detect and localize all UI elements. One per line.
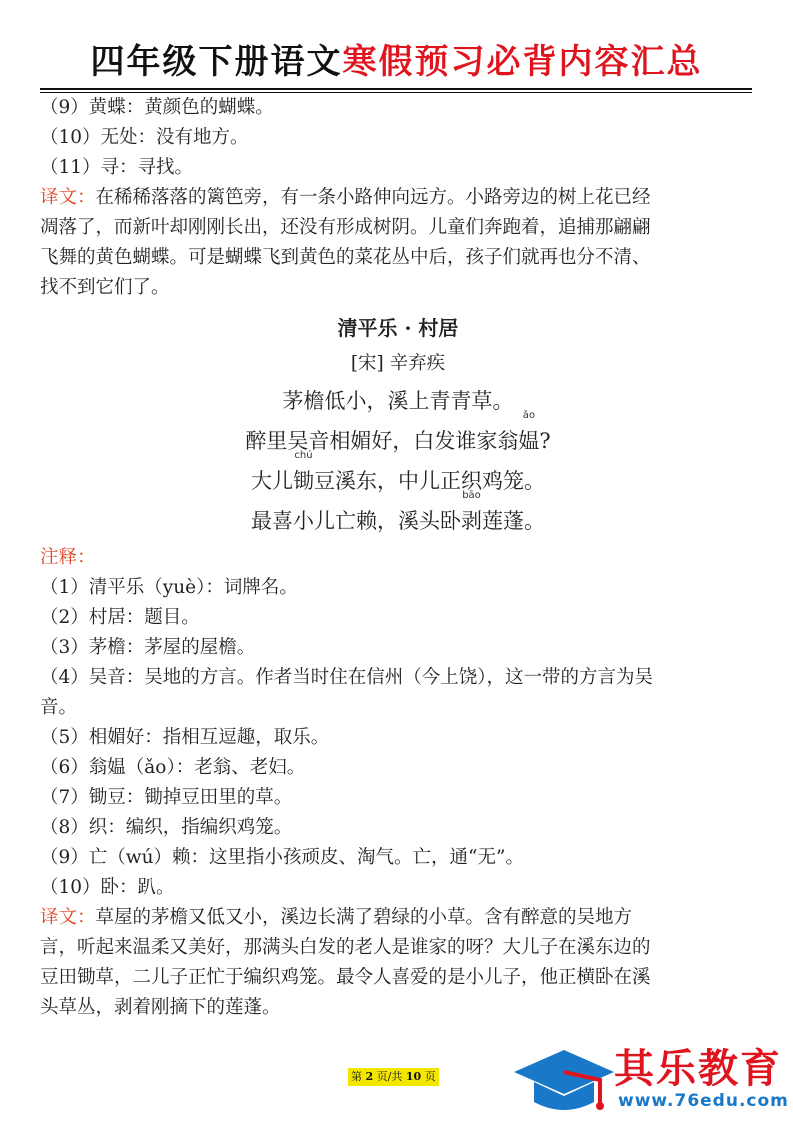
brand-url: www.76edu.com	[618, 1091, 789, 1111]
header-title-black: 四年级下册语文	[90, 42, 343, 82]
poem-line	[40, 490, 756, 541]
notes-list	[40, 573, 756, 903]
translation-text: 头草丛，剥着刚摘下的莲蓬。	[40, 997, 281, 1018]
note-item: （9）黄蝶：黄颜色的蝴蝶。	[40, 97, 274, 118]
page-prefix: 第	[351, 1070, 362, 1083]
poem-line	[40, 450, 756, 501]
translation-text: 言，听起来温柔又美好，那满头白发的老人是谁家的呀？大儿子在溪东边的	[40, 937, 651, 958]
translation-text: 草屋的茅檐又低又小，溪边长满了碧绿的小草。含有醉意的吴地方	[95, 907, 633, 928]
poem-author: [宋] 辛弃疾	[350, 353, 446, 374]
note-item: （4）吴音：吴地的方言。作者当时住在信州（今上饶），这一带的方言为吴	[40, 667, 654, 688]
pinyin-annotated-char	[293, 450, 314, 501]
note-item: （10）卧：趴。	[40, 877, 175, 898]
poem-text: 最喜小儿亡赖，溪头卧	[251, 509, 461, 533]
poem-title: 清平乐 · 村居	[337, 316, 459, 340]
translation-text: 豆田锄草，二儿子正忙于编织鸡笼。最令人喜爱的是小儿子，他正横卧在溪	[40, 967, 651, 988]
pinyin: chú	[294, 450, 313, 461]
page-header	[0, 38, 793, 86]
note-item: （2）村居：题目。	[40, 607, 200, 628]
poem-text: 莲蓬。	[482, 509, 545, 533]
note-item: （5）相媚好：指相互逗趣，取乐。	[40, 727, 330, 748]
pinyin: ǎo	[522, 410, 535, 421]
poem-text: 醉里吴音相媚好，白发谁家翁	[245, 429, 519, 453]
pinyin-annotated-char	[518, 410, 540, 461]
translation-1	[40, 183, 756, 303]
total-pages: 10	[405, 1070, 422, 1083]
header-title-red: 寒假预习必背内容汇总	[342, 42, 703, 82]
note-item: （9）亡（wú）赖：这里指小孩顽皮、淘气。亡，通“无”。	[40, 847, 524, 868]
note-item: 音。	[40, 697, 78, 718]
current-page: 2	[365, 1070, 374, 1083]
pinyin-annotated-char	[461, 490, 482, 541]
translation-label: 译文：	[40, 907, 96, 928]
translation-text: 找不到它们了。	[40, 277, 170, 298]
note-item: （3）茅檐：茅屋的屋檐。	[40, 637, 256, 658]
poem-char: 锄	[293, 469, 314, 493]
poem-line: 茅檐低小，溪上青青草。	[282, 389, 514, 413]
note-item: （10）无处：没有地方。	[40, 127, 249, 148]
graduation-cap-icon	[508, 1044, 616, 1116]
poem-char: 媪	[518, 429, 540, 453]
header-rule	[40, 88, 752, 90]
note-item: （8）织：编织，指编织鸡笼。	[40, 817, 293, 838]
page-middle: 页/共	[376, 1070, 403, 1083]
notes-label: 注释：	[40, 547, 96, 568]
page-suffix: 页	[424, 1070, 436, 1083]
poem-line	[40, 410, 756, 461]
page-number	[348, 1068, 439, 1086]
translation-text: 凋落了，而新叶却刚刚长出，还没有形成树阴。儿童们奔跑着，追捕那翩翩	[40, 217, 651, 238]
note-item: （6）翁媪（ǎo）：老翁、老妇。	[40, 757, 306, 778]
poem-text: 豆溪东，中儿正织鸡笼。	[314, 469, 545, 493]
note-item: （11）寻：寻找。	[40, 157, 194, 178]
poem	[40, 309, 756, 541]
translation-text: 飞舞的黄色蝴蝶。可是蝴蝶飞到黄色的菜花丛中后，孩子们就再也分不清、	[40, 247, 651, 268]
translation-label: 译文：	[40, 187, 96, 208]
document-body	[40, 93, 756, 1023]
translation-2	[40, 903, 756, 1023]
pinyin: bāo	[462, 490, 481, 501]
note-item: （1）清平乐（yuè）：词牌名。	[40, 577, 298, 598]
note-item: （7）锄豆：锄掉豆田里的草。	[40, 787, 293, 808]
brand-logo	[508, 1044, 788, 1116]
translation-text: 在稀稀落落的篱笆旁，有一条小路伸向远方。小路旁边的树上花已经	[95, 187, 651, 208]
poem-text: ?	[539, 429, 551, 453]
poem-char: 剥	[461, 509, 482, 533]
poem-text: 大儿	[251, 469, 293, 493]
brand-name: 其乐教育	[614, 1046, 782, 1092]
